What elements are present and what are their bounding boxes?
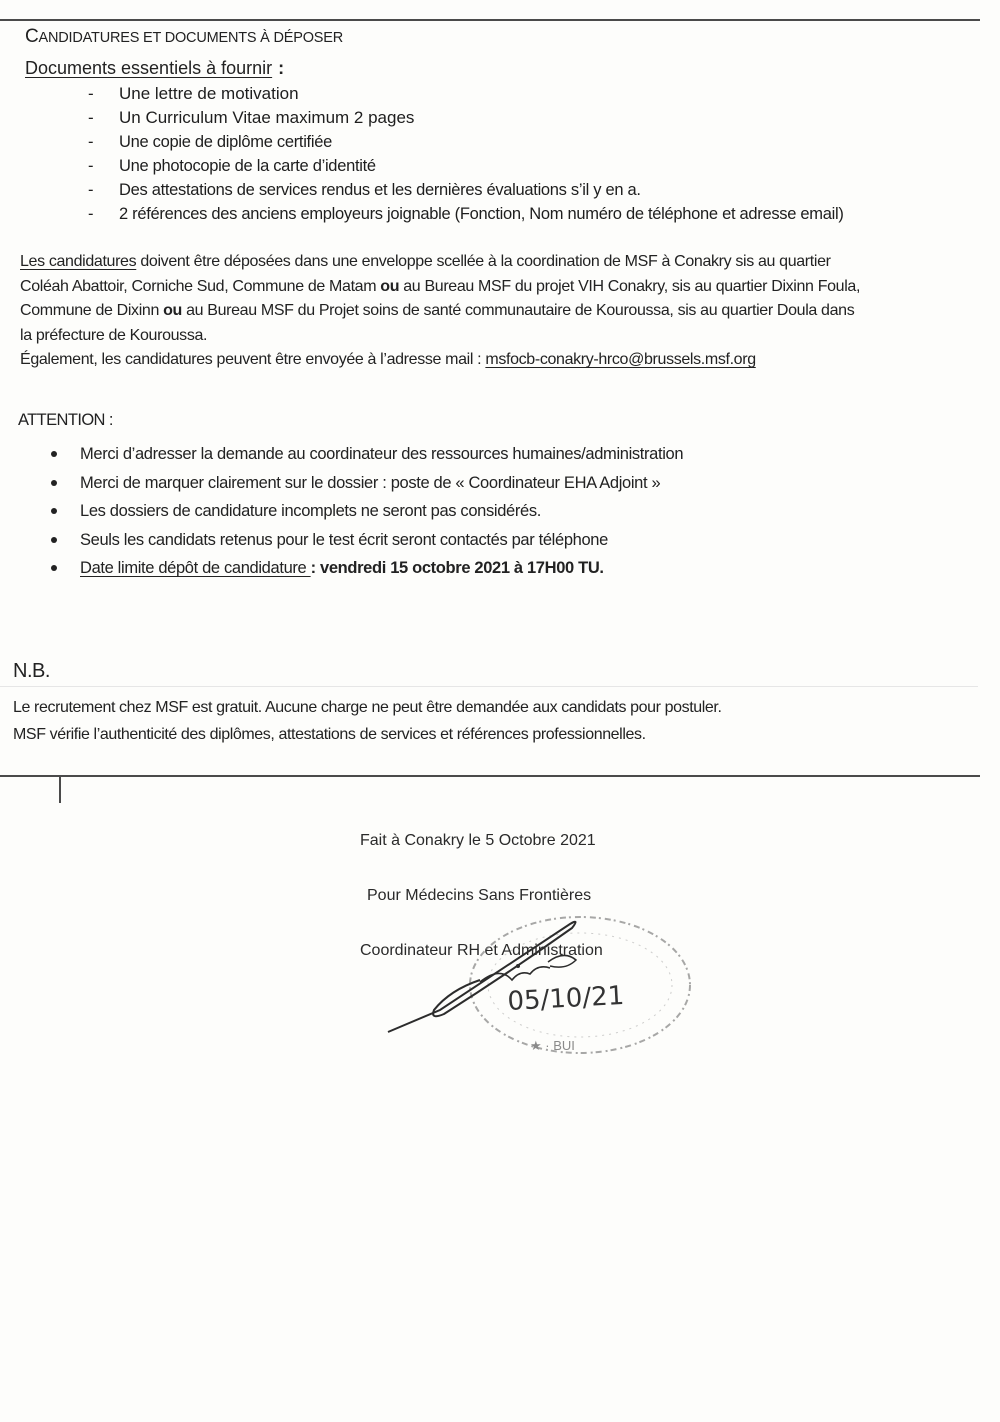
deadline-separator: : xyxy=(310,559,320,577)
list-item-text: Seuls les candidats retenus pour le test écrit seront contactés par téléphone xyxy=(80,530,608,549)
email-link[interactable]: msfocb-conakry-hrco@brussels.msf.org xyxy=(485,351,756,368)
required-documents-list xyxy=(0,82,844,226)
submission-text: au Bureau MSF du Projet soins de santé communautaire de Kouroussa, sis au quartier Doula dans xyxy=(181,302,855,319)
deadline-label: Date limite dépôt de candidature xyxy=(80,559,311,577)
top-divider xyxy=(0,19,980,21)
svg-text:★ · BUI: ★ · BUI xyxy=(530,1038,575,1053)
section-title-rest: ANDIDATURES ET DOCUMENTS À DÉPOSER xyxy=(38,30,343,46)
dash-bullet-icon: - xyxy=(88,108,94,127)
list-item-text: Une copie de diplôme certifiée xyxy=(119,133,332,151)
list-item xyxy=(0,497,683,526)
deadline-value: vendredi 15 octobre 2021 à 17H00 TU. xyxy=(320,559,604,577)
list-item-text: Merci de marquer clairement sur le dossier : poste de « Coordinateur EHA Adjoint » xyxy=(80,473,661,492)
submission-text: au Bureau MSF du projet VIH Conakry, sis au quartier Dixinn Foula, xyxy=(399,277,861,295)
bottom-divider xyxy=(0,775,980,777)
submission-line-5 xyxy=(20,348,980,373)
list-item xyxy=(0,526,683,555)
dash-bullet-icon: - xyxy=(88,133,94,151)
deadline-item xyxy=(0,554,683,583)
emphasis-ou: ou xyxy=(380,277,400,295)
nb-heading: N.B. xyxy=(13,660,50,682)
divider-tick-mark xyxy=(59,775,61,803)
organization-name: Pour Médecins Sans Frontières xyxy=(367,887,592,904)
dash-bullet-icon: - xyxy=(88,181,94,199)
submission-line-3 xyxy=(20,299,980,324)
dash-bullet-icon: - xyxy=(88,157,94,175)
submission-text: Coléah Abattoir, Corniche Sud, Commune de Matam xyxy=(20,277,381,295)
list-item-text: Merci d’adresser la demande au coordinateur des ressources humaines/administration xyxy=(80,445,684,463)
bullet-icon xyxy=(51,451,57,457)
bullet-icon xyxy=(51,565,57,571)
submission-paragraph xyxy=(20,250,980,373)
signature-stamp-icon xyxy=(380,910,700,1080)
list-item xyxy=(0,82,844,106)
list-item-text: 2 références des anciens employeurs joignable (Fonction, Nom numéro de téléphone et adresse email) xyxy=(119,205,844,223)
submission-lead: Les candidatures xyxy=(20,253,137,270)
attention-list xyxy=(0,440,683,583)
bullet-icon xyxy=(51,508,57,514)
submission-text: doivent être déposées dans une enveloppe scellée à la coordination de MSF à Conakry sis au quartier xyxy=(136,253,831,270)
submission-line-2 xyxy=(20,275,980,300)
submission-line-1 xyxy=(20,250,980,275)
emphasis-ou: ou xyxy=(163,302,182,319)
section-title-initial: C xyxy=(25,26,39,47)
list-item-text: Des attestations de services rendus et les dernières évaluations s’il y en a. xyxy=(119,181,641,199)
list-item-text: Une lettre de motivation xyxy=(119,84,299,103)
documents-heading-label: Documents essentiels à fournir xyxy=(25,58,273,78)
list-item xyxy=(0,154,844,178)
bullet-icon xyxy=(51,480,57,486)
signatory-role: Coordinateur RH et Administration xyxy=(360,942,603,959)
list-item xyxy=(0,202,844,226)
handwritten-date: 05/10/21 xyxy=(506,980,625,1017)
submission-text: Commune de Dixinn xyxy=(20,302,164,319)
list-item-text: Une photocopie de la carte d’identité xyxy=(119,157,376,175)
nb-text xyxy=(13,694,722,748)
dash-bullet-icon: - xyxy=(88,84,94,103)
section-title xyxy=(25,26,343,48)
submission-line-4: la préfecture de Kouroussa. xyxy=(20,326,208,344)
list-item xyxy=(0,440,683,469)
place-date: Fait à Conakry le 5 Octobre 2021 xyxy=(360,832,596,849)
list-item xyxy=(0,178,844,202)
documents-heading xyxy=(25,58,284,79)
attention-heading: ATTENTION : xyxy=(18,411,113,429)
list-item xyxy=(0,469,683,498)
list-item xyxy=(0,130,844,154)
list-item xyxy=(0,106,844,130)
documents-heading-colon: : xyxy=(278,58,285,78)
dash-bullet-icon: - xyxy=(88,205,94,223)
faint-divider xyxy=(0,686,978,687)
list-item-text: Les dossiers de candidature incomplets ne seront pas considérés. xyxy=(80,502,541,520)
bullet-icon xyxy=(51,537,57,543)
nb-line: Le recrutement chez MSF est gratuit. Aucune charge ne peut être demandée aux candidats pour postuler. xyxy=(13,699,722,716)
nb-line: MSF vérifie l’authenticité des diplômes, attestations de services et références professionnelles. xyxy=(13,726,646,743)
list-item-text: Un Curriculum Vitae maximum 2 pages xyxy=(119,108,415,127)
submission-text: Également, les candidatures peuvent être envoyée à l’adresse mail : xyxy=(20,351,486,368)
